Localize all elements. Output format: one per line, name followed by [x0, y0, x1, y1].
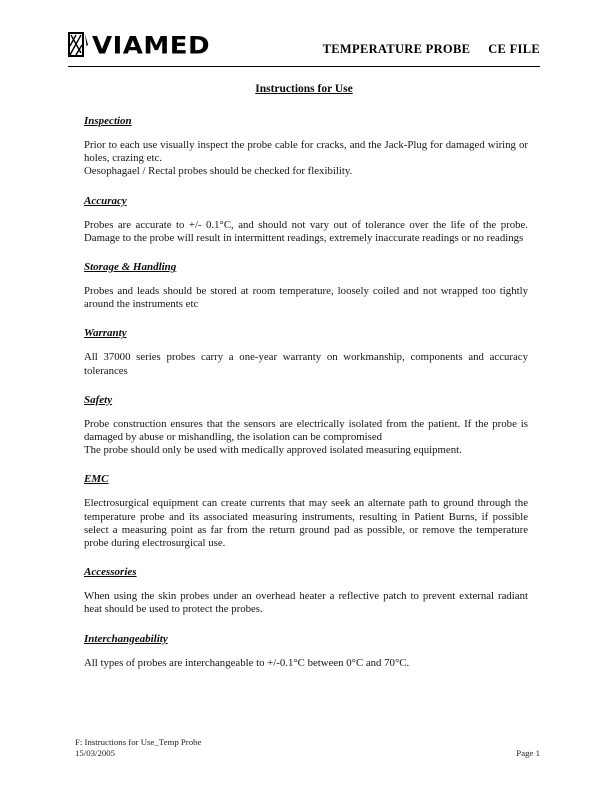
section-paragraph: Probe construction ensures that the sensors are electrically isolated from the patient. If the probe is damaged by abuse or mishandling, the isolation can be compromised: [84, 417, 528, 444]
section-storage-handling: [84, 261, 528, 311]
section-paragraph: When using the skin probes under an overhead heater a reflective patch to prevent external radiant heat should be used to protect the probes.: [84, 590, 528, 616]
section-paragraph: Oesophagael / Rectal probes should be checked for flexibility.: [84, 165, 353, 178]
document-body: [84, 115, 528, 670]
logo-wordmark: VIAMED: [92, 32, 211, 60]
checkered-square-icon: [68, 32, 89, 58]
section-paragraph: All types of probes are interchangeable to +/-0.1°C between 0°C and 70°C.: [84, 656, 410, 669]
section-heading: Safety: [84, 393, 113, 406]
document-footer: [75, 737, 540, 758]
section-heading: Storage & Handling: [84, 261, 177, 274]
section-paragraph: Probes are accurate to +/- 0.1°C, and should not vary out of tolerance over the life of the probe. Damage to the probe will result in intermittent readings, extremely inaccurate readings or no readings: [84, 218, 528, 244]
document-header: [68, 30, 540, 67]
section-accuracy: [84, 195, 528, 245]
section-heading: Accuracy: [84, 194, 127, 207]
section-accessories: [84, 566, 528, 616]
footer-file-ref: F: Instructions for Use_Temp Probe: [75, 737, 202, 747]
section-interchangeability: [84, 633, 528, 670]
section-paragraph: Probes and leads should be stored at room temperature, loosely coiled and not wrapped too tightly around the instruments etc: [84, 285, 528, 311]
section-heading: Accessories: [84, 566, 137, 579]
footer-page-number: Page 1: [516, 747, 540, 758]
section-paragraph: Electrosurgical equipment can create currents that may seek an alternate path to ground through the temperature probe and its associated measuring instruments, resulting in Patient Burns, if possible select a measuring point as far from the return ground pad as possible, or remove the temperature probe during electrosurgical use.: [84, 497, 528, 550]
section-emc: [84, 473, 528, 550]
section-heading: Interchangeability: [84, 632, 168, 645]
section-paragraph: The probe should only be used with medically approved isolated measuring equipment.: [84, 444, 462, 457]
section-heading: Warranty: [84, 327, 127, 340]
section-warranty: [84, 327, 528, 377]
footer-date: 15/03/2005: [75, 747, 116, 758]
section-paragraph: Prior to each use visually inspect the probe cable for cracks, and the Jack-Plug for damaged wiring or holes, crazing etc.: [84, 139, 528, 165]
page-title: Instructions for Use: [255, 83, 353, 95]
header-document-type: [323, 42, 540, 60]
section-safety: [84, 394, 528, 458]
section-heading: EMC: [84, 473, 109, 486]
section-paragraph: All 37000 series probes carry a one-year warranty on workmanship, components and accuracy tolerances: [84, 351, 528, 377]
section-heading: Inspection: [84, 115, 132, 127]
viamed-logo: [68, 30, 210, 60]
footer-file-info: [75, 737, 201, 758]
section-inspection: [84, 115, 528, 179]
ce-file-label: CE FILE: [488, 42, 540, 56]
doc-type-label: TEMPERATURE PROBE: [322, 42, 471, 56]
